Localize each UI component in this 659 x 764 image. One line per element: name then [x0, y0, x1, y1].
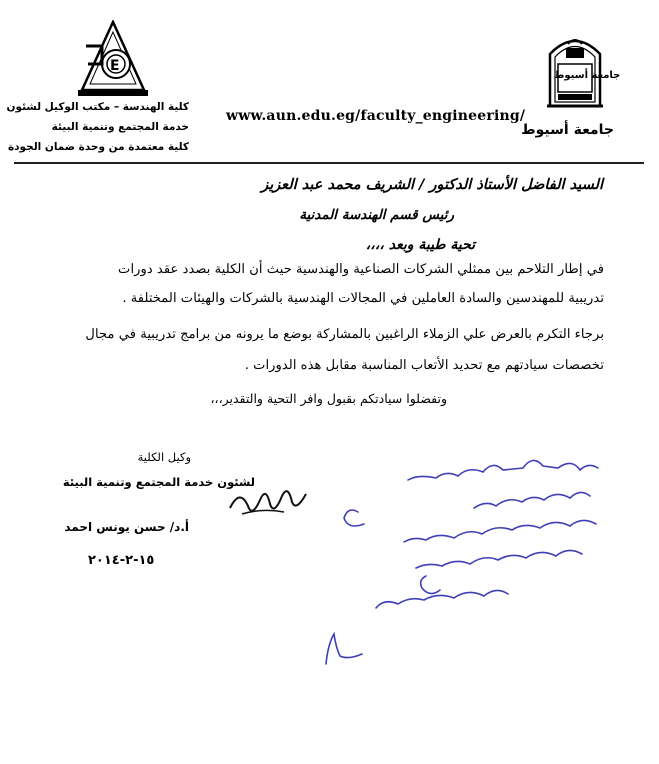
closing-line: وتفضلوا سيادتكم بقبول وافر التحية والتقدير،،، [210, 391, 447, 406]
letter-date: ١٥-٢-٢٠١٤ [88, 553, 155, 568]
university-logo-text: جامعة أسيوط [554, 70, 621, 81]
faculty-line-2: خدمة المجتمع وتنمية البيئة [51, 121, 189, 133]
signatory-title-1: وكيل الكلية [137, 450, 191, 464]
header-divider [14, 162, 644, 164]
signature-image [222, 478, 312, 528]
faculty-website-link[interactable]: www.aun.edu.eg/faculty_engineering/ [226, 108, 526, 124]
faculty-engineering-logo-icon [76, 20, 150, 98]
faculty-line-1: كلية الهندسة – مكتب الوكيل لشئون [6, 101, 189, 113]
university-logo-icon [544, 30, 606, 108]
faculty-description [7, 97, 189, 157]
handwritten-note-image [318, 448, 618, 668]
body-line-3: برجاء التكرم بالعرض علي الزملاء الراغبين بالمشاركة بوضع ما يرونه من برامج تدريبية في مجال [85, 327, 604, 342]
greeting-line: تحية طيبة وبعد ،،،، [365, 237, 475, 253]
addressee-line: السيد الفاضل الأستاذ الدكتور / الشريف محمد عبد العزيز [261, 177, 603, 193]
signatory-title-2: لشئون خدمة المجتمع وتنمية البيئة [62, 475, 255, 489]
body-line-2: تدريبية للمهندسين والسادة العاملين في المجالات الهندسية بالشركات والهيئات المختلفة . [122, 291, 604, 306]
svg-text:E: E [110, 58, 120, 74]
university-name: جامعة أسيوط [521, 122, 614, 138]
signatory-name: أ.د/ حسن يونس احمد [64, 520, 189, 534]
body-line-1: في إطار التلاحم بين ممثلي الشركات الصناعية والهندسية حيث أن الكلية بصدد عقد دورات [118, 262, 604, 277]
body-line-4: تخصصات سيادتهم مع تحديد الأتعاب المناسبة مقابل هذه الدورات . [244, 358, 604, 373]
faculty-line-3: كلية معتمدة من وحدة ضمان الجودة [7, 141, 189, 153]
department-head-line: رئيس قسم الهندسة المدنية [299, 207, 454, 223]
